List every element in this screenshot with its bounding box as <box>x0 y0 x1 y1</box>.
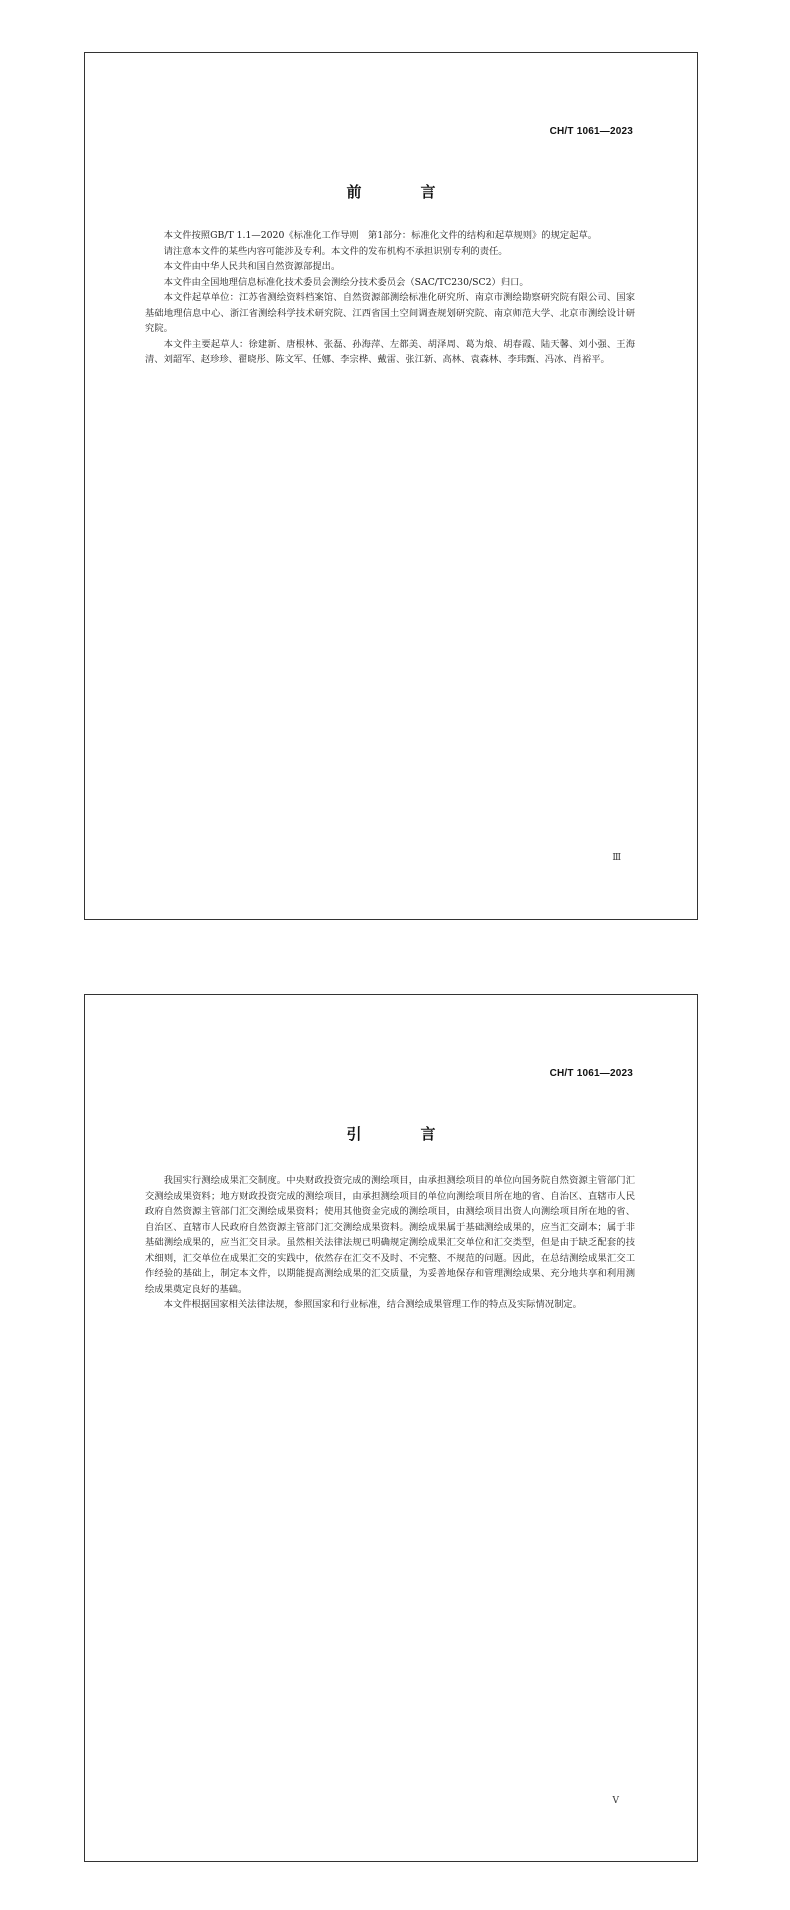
paragraph: 请注意本文件的某些内容可能涉及专利。本文件的发布机构不承担识别专利的责任。 <box>163 245 508 257</box>
paragraph: 本文件起草单位：江苏省测绘资料档案馆、自然资源部测绘标准化研究所、南京市测绘勘察研究院有限公司、国家基础地理信息中心、浙江省测绘科学技术研究院、江西省国土空间调查规划研究院、南京师范大学、北京市测绘设计研究院。 <box>145 292 635 334</box>
paragraph: 本文件根据国家相关法律法规，参照国家和行业标准，结合测绘成果管理工作的特点及实际情况制定。 <box>163 1299 582 1310</box>
paragraph: 本文件由中华人民共和国自然资源部提出。 <box>163 261 341 272</box>
paragraph: 本文件主要起草人：徐建新、唐根林、张磊、孙海萍、左都美、胡泽周、葛为烺、胡春霞、陆天馨、刘小强、王海清、刘韶军、赵珍珍、翟晓彤、陈文军、任娜、李宗桦、戴雷、张江新、高林、袁森林、李玮甄、冯冰、肖裕平。 <box>145 338 635 365</box>
body-text <box>145 228 635 368</box>
standard-code: CH/T 1061—2023 <box>549 1068 633 1079</box>
page-title: 引 言 <box>346 1125 458 1143</box>
paragraph: 本文件按照GB/T 1.1—2020《标准化工作导则 第1部分：标准化文件的结构和起草规则》的规定起草。 <box>163 230 598 241</box>
page-title: 前 言 <box>346 183 458 201</box>
document-page-introduction <box>84 994 698 1862</box>
paragraph: 本文件由全国地理信息标准化技术委员会测绘分技术委员会（SAC/TC230/SC2）归口。 <box>163 276 529 288</box>
page-number: Ⅴ <box>612 1796 619 1806</box>
paragraph: 我国实行测绘成果汇交制度。中央财政投资完成的测绘项目，由承担测绘项目的单位向国务院自然资源主管部门汇交测绘成果资料；地方财政投资完成的测绘项目，由承担测绘项目的单位向测绘项目所在地的省、自治区、直辖市人民政府自然资源主管部门汇交测绘成果资料；使用其他资金完成的测绘项目，由测绘项目出资人向测绘项目所在地的省、自治区、直辖市人民政府自然资源主管部门汇交测绘成果资料。测绘成果属于基础测绘成果的，应当汇交副本；属于非基础测绘成果的，应当汇交目录。虽然相关法律法规已明确规定测绘成果汇交单位和汇交类型，但是由于缺乏配套的技术细则，汇交单位在成果汇交的实践中，依然存在汇交不及时、不完整、不规范的问题。因此，在总结测绘成果汇交工作经验的基础上，制定本文件，以期能提高测绘成果的汇交质量，为妥善地保存和管理测绘成果、充分地共享和利用测绘成果奠定良好的基础。 <box>145 1175 635 1295</box>
document-page-foreword <box>84 52 698 920</box>
page-number: Ⅲ <box>612 853 621 863</box>
body-text <box>145 1173 635 1313</box>
standard-code: CH/T 1061—2023 <box>549 126 633 137</box>
